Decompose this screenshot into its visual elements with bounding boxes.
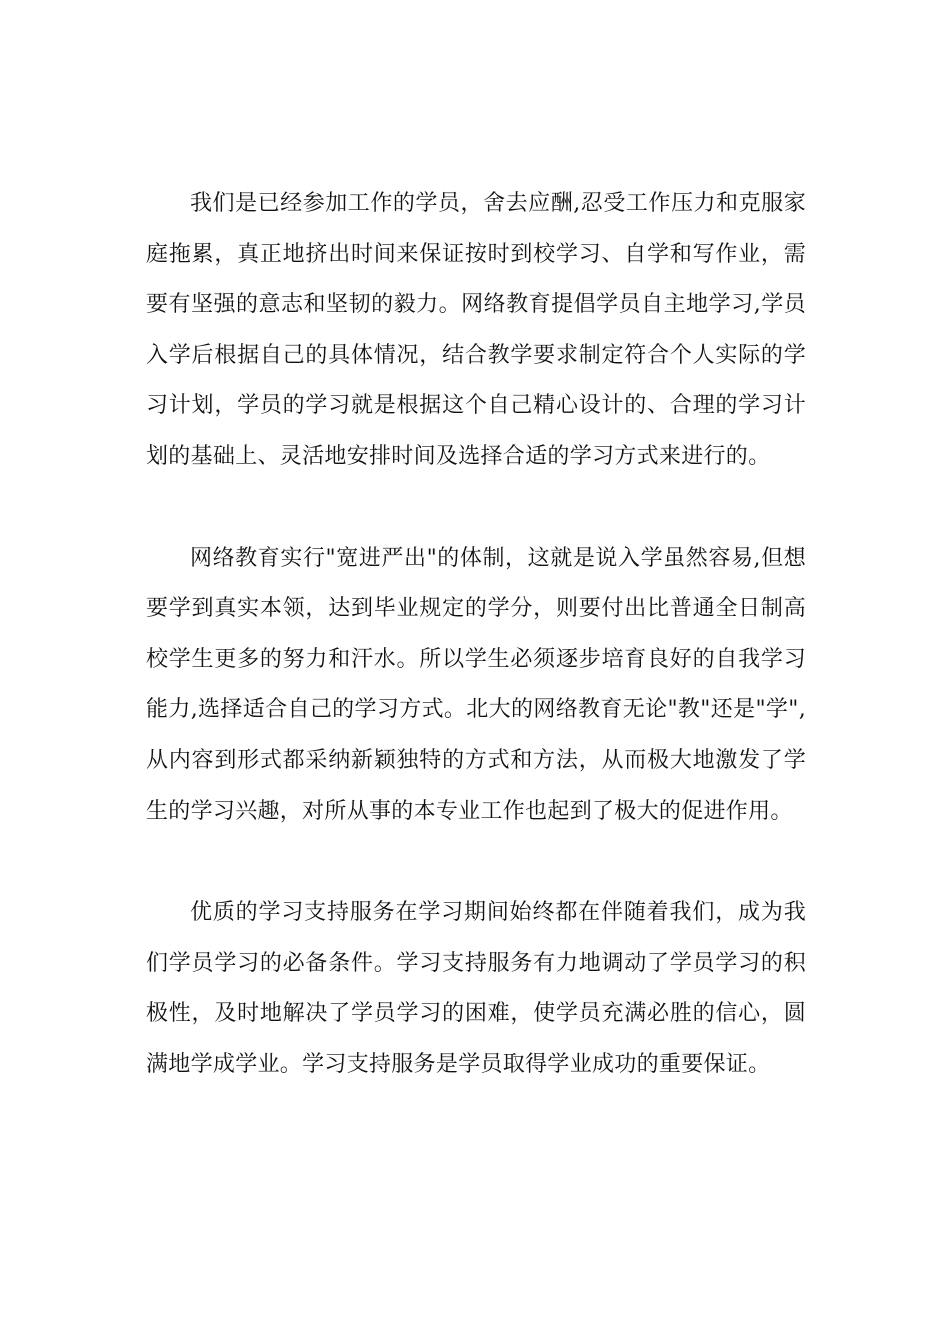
paragraph-2: 网络教育实行"宽进严出"的体制，这就是说入学虽然容易,但想要学到真实本领，达到毕业规定的学分，则要付出比普通全日制高校学生更多的努力和汗水。所以学生必须逐步培育良好的自我学习能力,选择适合自己的学习方式。北大的网络教育无论"教"还是"学",从内容到形式都采纳新颖独特的方式和方法，从而极大地激发了学生的学习兴趣，对所从事的本专业工作也起到了极大的促进作用。 bbox=[146, 545, 806, 824]
document-body bbox=[146, 179, 806, 1091]
paragraph-1: 我们是已经参加工作的学员，舍去应酬,忍受工作压力和克服家庭拖累，真正地挤出时间来保证按时到校学习、自学和写作业，需要有坚强的意志和坚韧的毅力。网络教育提倡学员自主地学习,学员入学后根据自己的具体情况，结合教学要求制定符合个人实际的学习计划，学员的学习就是根据这个自己精心设计的、合理的学习计划的基础上、灵活地安排时间及选择合适的学习方式来进行的。 bbox=[146, 191, 806, 469]
paragraph-3: 优质的学习支持服务在学习期间始终都在伴随着我们，成为我们学员学习的必备条件。学习支持服务有力地调动了学员学习的积极性，及时地解决了学员学习的困难，使学员充满必胜的信心，圆满地学成学业。学习支持服务是学员取得学业成功的重要保证。 bbox=[146, 900, 806, 1077]
